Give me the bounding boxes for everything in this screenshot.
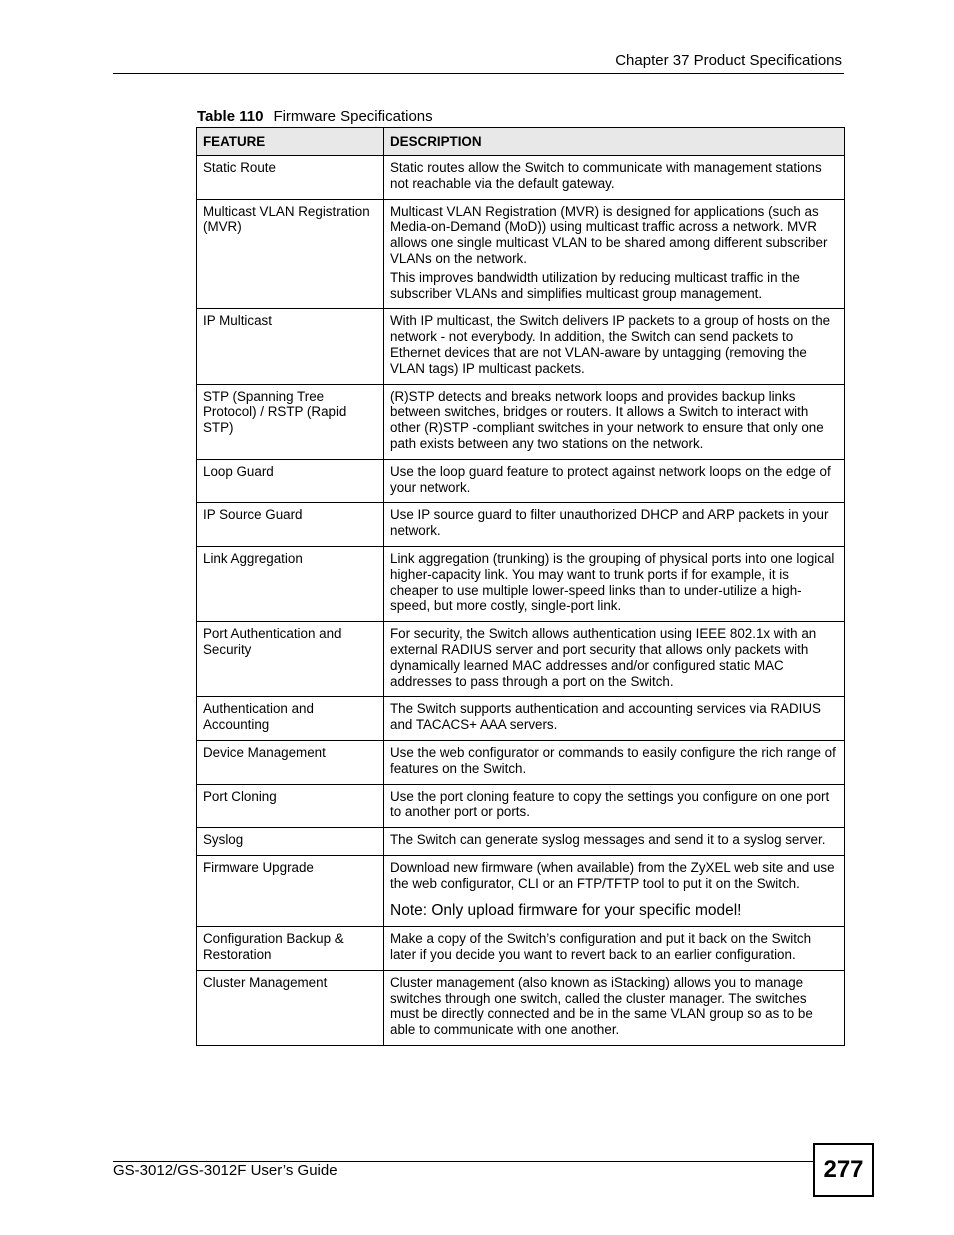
description-paragraph: Link aggregation (trunking) is the grouping of physical ports into one logical higher-capacity link. You may want to trunk ports if for example, it is cheaper to use multiple lower-speed links than to under-utilize a high-speed, but more costly, single-port link. xyxy=(390,550,835,614)
feature-cell: Static Route xyxy=(197,156,384,200)
description-cell xyxy=(384,855,845,926)
description-cell xyxy=(384,156,845,200)
table-row xyxy=(197,927,845,971)
note-text: Note: Only upload firmware for your specific model! xyxy=(390,902,742,920)
description-cell xyxy=(384,697,845,741)
table-row xyxy=(197,503,845,547)
description-cell xyxy=(384,622,845,697)
table-header-row xyxy=(197,128,845,156)
description-paragraph: Use the port cloning feature to copy the settings you configure on one port to another port or ports. xyxy=(390,788,830,820)
table-row xyxy=(197,546,845,621)
description-cell xyxy=(384,503,845,547)
description-paragraph: Multicast VLAN Registration (MVR) is designed for applications (such as Media-on-Demand (MoD)) using multicast traffic across a network. MVR allows one single multicast VLAN to be shared among different subscriber VLANs on the network. xyxy=(390,203,828,266)
table-row xyxy=(197,828,845,856)
table-row xyxy=(197,740,845,784)
page-number: 277 xyxy=(813,1143,874,1197)
table-caption xyxy=(197,108,433,125)
table-row xyxy=(197,156,845,200)
description-cell xyxy=(384,740,845,784)
description-paragraph: (R)STP detects and breaks network loops and provides backup links between switches, bridges or routers. It allows a Switch to interact with other (R)STP -compliant switches in your network to ensure that only one path exists between any two stations on the network. xyxy=(390,388,824,451)
firmware-specifications-table xyxy=(196,127,845,1046)
column-header-feature: FEATURE xyxy=(197,128,384,156)
description-paragraph: Make a copy of the Switch’s configuration and put it back on the Switch later if you decide you want to revert back to an earlier configuration. xyxy=(390,931,812,963)
table-row xyxy=(197,697,845,741)
table-row xyxy=(197,384,845,459)
chapter-title: Chapter 37 Product Specifications xyxy=(615,52,842,69)
feature-cell: Link Aggregation xyxy=(197,546,384,621)
description-cell xyxy=(384,309,845,384)
feature-cell: Configuration Backup & Restoration xyxy=(197,927,384,971)
description-paragraph: The Switch can generate syslog messages and send it to a syslog server. xyxy=(390,832,826,848)
description-cell xyxy=(384,459,845,503)
description-cell xyxy=(384,927,845,971)
feature-cell: Loop Guard xyxy=(197,459,384,503)
feature-cell: Authentication and Accounting xyxy=(197,697,384,741)
header-divider xyxy=(113,73,844,74)
description-cell xyxy=(384,828,845,856)
description-paragraph: This improves bandwidth utilization by reducing multicast traffic in the subscriber VLANs and simplifies multicast group management. xyxy=(390,269,800,301)
table-row xyxy=(197,855,845,926)
table-row xyxy=(197,199,845,309)
feature-cell: Multicast VLAN Registration (MVR) xyxy=(197,199,384,309)
feature-cell: Syslog xyxy=(197,828,384,856)
description-cell xyxy=(384,970,845,1045)
description-paragraph: Use the web configurator or commands to easily configure the rich range of features on the Switch. xyxy=(390,744,836,776)
table-row xyxy=(197,970,845,1045)
feature-cell: Firmware Upgrade xyxy=(197,855,384,926)
guide-title: GS-3012/GS-3012F User’s Guide xyxy=(113,1162,338,1179)
feature-cell: Port Authentication and Security xyxy=(197,622,384,697)
feature-cell: Port Cloning xyxy=(197,784,384,828)
description-cell xyxy=(384,784,845,828)
table-row xyxy=(197,784,845,828)
feature-cell: IP Multicast xyxy=(197,309,384,384)
table-row xyxy=(197,309,845,384)
description-cell xyxy=(384,199,845,309)
column-header-description: DESCRIPTION xyxy=(384,128,845,156)
description-paragraph: Download new firmware (when available) from the ZyXEL web site and use the web configurator, CLI or an FTP/TFTP tool to put it on the Switch. xyxy=(390,859,835,891)
table-caption-title: Firmware Specifications xyxy=(273,108,433,125)
feature-cell: IP Source Guard xyxy=(197,503,384,547)
description-paragraph: Static routes allow the Switch to communicate with management stations not reachable via the default gateway. xyxy=(390,160,822,191)
description-paragraph: The Switch supports authentication and accounting services via RADIUS and TACACS+ AAA servers. xyxy=(390,701,821,733)
feature-cell: STP (Spanning Tree Protocol) / RSTP (Rapid STP) xyxy=(197,384,384,459)
description-paragraph: Use IP source guard to filter unauthorized DHCP and ARP packets in your network. xyxy=(390,507,829,539)
table-caption-label: Table 110 xyxy=(197,108,264,125)
table-row xyxy=(197,622,845,697)
description-paragraph: Use the loop guard feature to protect against network loops on the edge of your network. xyxy=(390,463,831,495)
table-row xyxy=(197,459,845,503)
feature-cell: Device Management xyxy=(197,740,384,784)
description-paragraph: With IP multicast, the Switch delivers IP packets to a group of hosts on the network - not everybody. In addition, the Switch can send packets to Ethernet devices that are not VLAN-aware by untagging (removing the VLAN tags) IP multicast packets. xyxy=(390,313,831,376)
description-paragraph: Cluster management (also known as iStacking) allows you to manage switches through one switch, called the cluster manager. The switches must be directly connected and be in the same VLAN group so as to be able to communicate with one another. xyxy=(390,974,813,1038)
description-cell xyxy=(384,384,845,459)
description-cell xyxy=(384,546,845,621)
description-paragraph: For security, the Switch allows authentication using IEEE 802.1x with an external RADIUS server and port security that allows only packets with dynamically learned MAC addresses and/or configured static MAC addresses to pass through a port on the Switch. xyxy=(390,626,817,689)
feature-cell: Cluster Management xyxy=(197,970,384,1045)
